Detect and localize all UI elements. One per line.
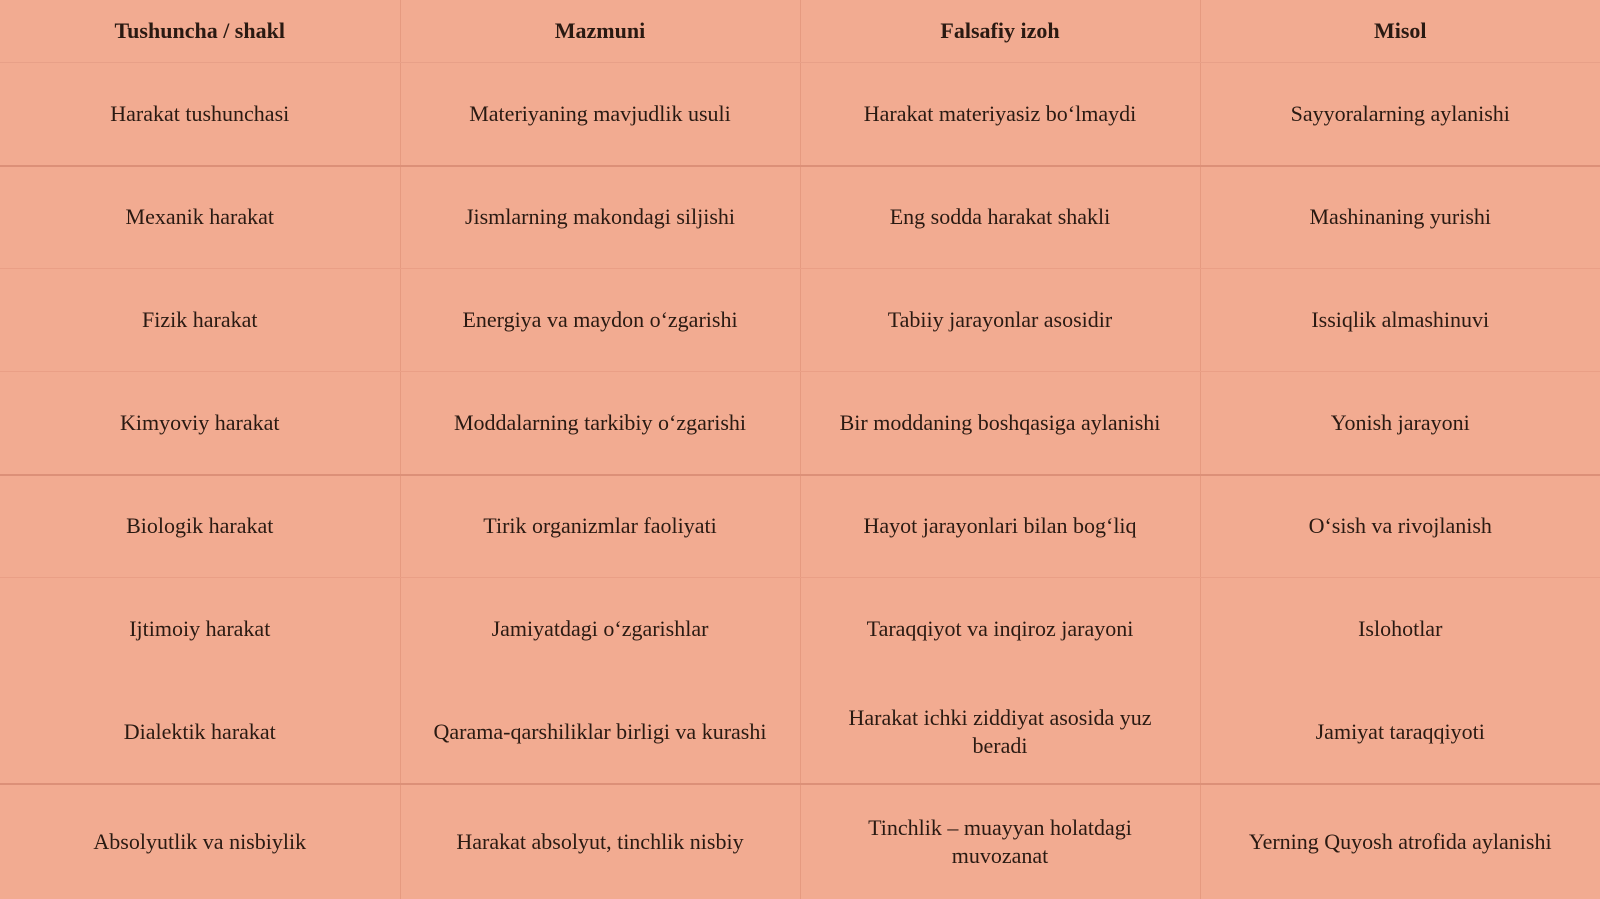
table-cell: Fizik harakat — [0, 269, 400, 372]
header-concept: Tushuncha / shakl — [0, 0, 400, 63]
table-row — [0, 372, 1600, 475]
table-cell: Harakat absolyut, tinchlik nisbiy — [400, 784, 800, 899]
table-row — [0, 63, 1600, 166]
table-cell: Energiya va maydon o‘zgarishi — [400, 269, 800, 372]
table-cell: Qarama-qarshiliklar birligi va kurashi — [400, 681, 800, 784]
table-cell: Islohotlar — [1358, 616, 1443, 642]
table-cell: O‘sish va rivojlanish — [1200, 475, 1600, 578]
table-cell: Jamiyatdagi o‘zgarishlar — [400, 578, 800, 681]
table-cell: Mashinaning yurishi — [1200, 166, 1600, 269]
table-cell: Harakat materiyasiz bo‘lmaydi — [800, 63, 1200, 166]
table-cell: Moddalarning tarkibiy o‘zgarishi — [400, 372, 800, 475]
table-row — [0, 578, 1600, 681]
table-cell: Sayyoralarning aylanishi — [1200, 63, 1600, 166]
table-cell: Taraqqiyot va inqiroz jarayoni — [800, 578, 1200, 681]
table-row — [0, 784, 1600, 899]
table-cell: Bir moddaning boshqasiga aylanishi — [800, 372, 1200, 475]
table-cell: Absolyutlik va nisbiylik — [0, 784, 400, 899]
header-philosophical-note: Falsafiy izoh — [800, 0, 1200, 63]
table-cell: Jismlarning makondagi siljishi — [400, 166, 800, 269]
table-cell: Dialektik harakat — [0, 681, 400, 784]
table-cell: Harakat ichki ziddiyat asosida yuz beradi — [800, 681, 1200, 784]
table-cell: Yonish jarayoni — [1200, 372, 1600, 475]
table-cell: Kimyoviy harakat — [0, 372, 400, 475]
table-cell: Materiyaning mavjudlik usuli — [400, 63, 800, 166]
table-cell: Hayot jarayonlari bilan bog‘liq — [800, 475, 1200, 578]
table-header-row — [0, 0, 1600, 63]
table-cell: Tabiiy jarayonlar asosidir — [800, 269, 1200, 372]
table-cell: Ijtimoiy harakat — [0, 578, 400, 681]
table-cell: Tinchlik – muayyan holatdagi muvozanat — [800, 784, 1200, 899]
table-cell: Jamiyat taraqqiyoti — [1200, 681, 1600, 784]
table-row — [0, 681, 1600, 784]
table-row — [0, 475, 1600, 578]
header-example: Misol — [1200, 0, 1600, 63]
table-cell: Eng sodda harakat shakli — [800, 166, 1200, 269]
table-row — [0, 269, 1600, 372]
table-cell: Mexanik harakat — [0, 166, 400, 269]
table-cell: Biologik harakat — [0, 475, 400, 578]
table-row — [0, 166, 1600, 269]
header-content: Mazmuni — [400, 0, 800, 63]
table-cell: Harakat tushunchasi — [0, 63, 400, 166]
table-cell: Issiqlik almashinuvi — [1200, 269, 1600, 372]
table-cell: Yerning Quyosh atrofida aylanishi — [1248, 829, 1552, 854]
table-cell: Tirik organizmlar faoliyati — [400, 475, 800, 578]
